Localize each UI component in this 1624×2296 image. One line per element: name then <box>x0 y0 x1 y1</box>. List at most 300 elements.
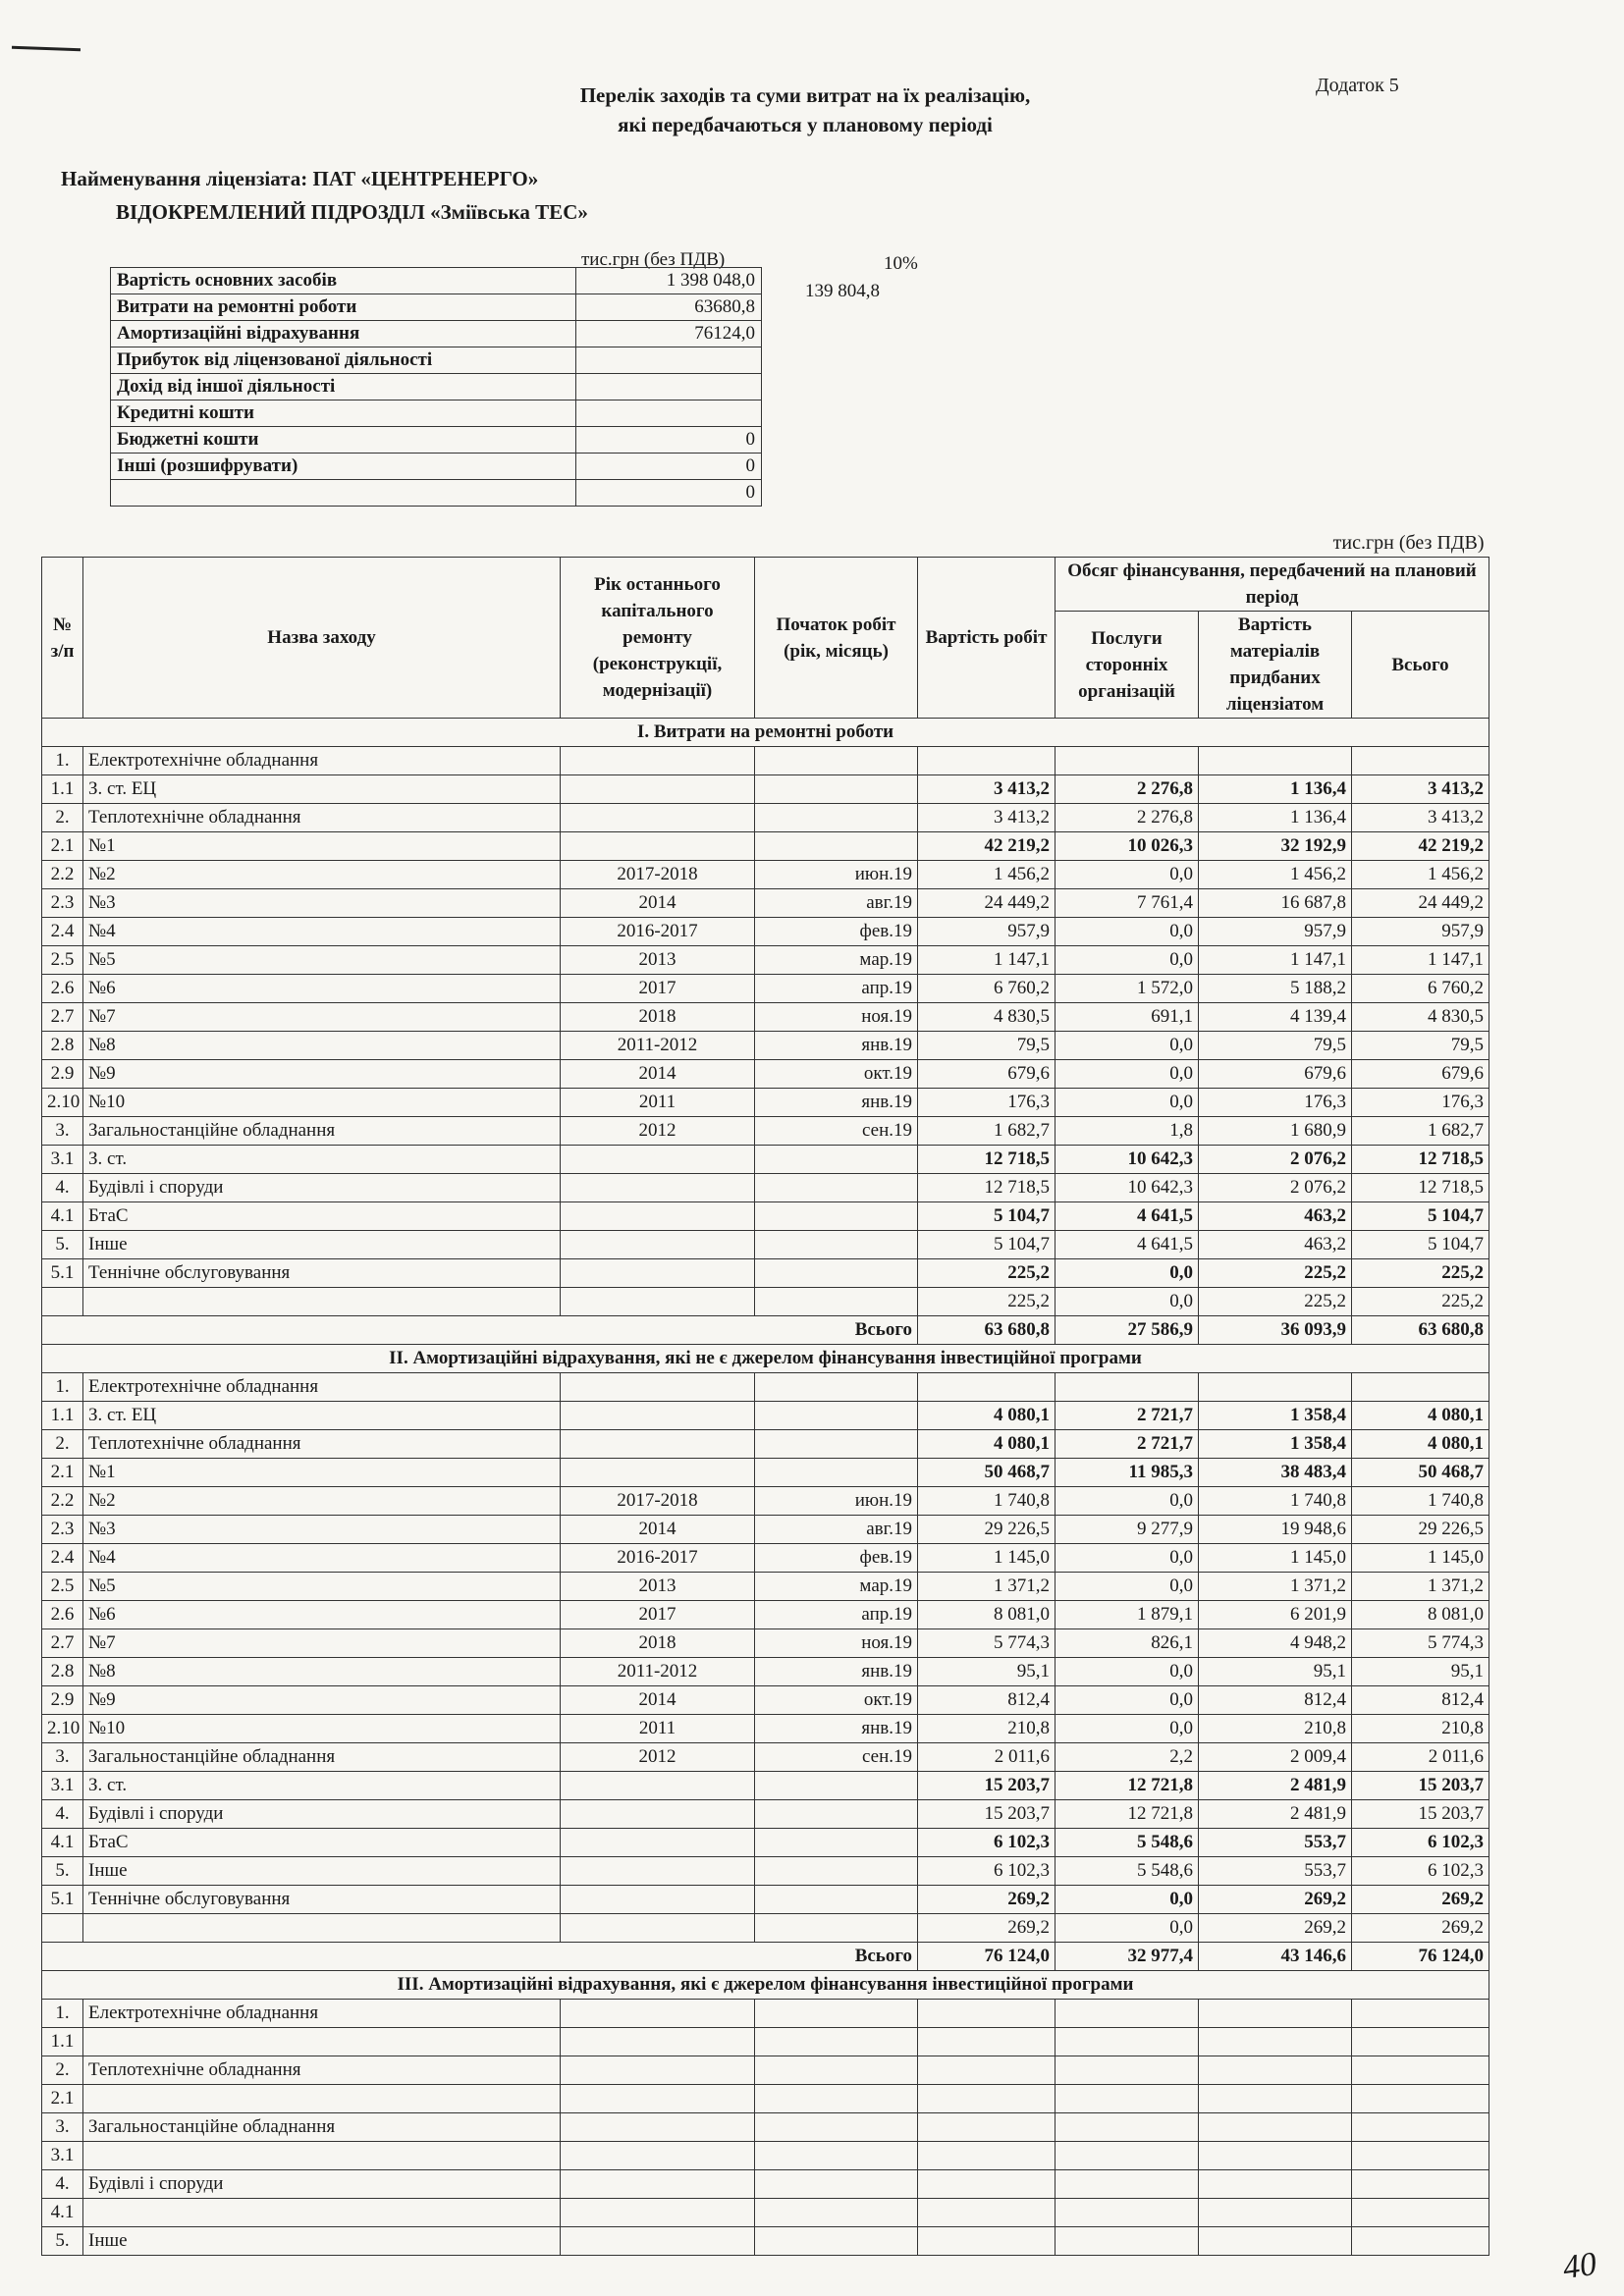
measure-name: №5 <box>83 946 561 975</box>
repair-year: 2016-2017 <box>561 918 755 946</box>
section-title: III. Амортизаційні відрахування, які є джерелом фінансування інвестиційної програми <box>42 1971 1489 2000</box>
row-number: 1. <box>42 1373 83 1402</box>
repair-year: 2014 <box>561 1516 755 1544</box>
measure-name: Теплотехнічне обладнання <box>83 804 561 832</box>
repair-year <box>561 1800 755 1829</box>
row-number: 3. <box>42 2113 83 2142</box>
services-cost: 0,0 <box>1056 1544 1199 1573</box>
materials-cost <box>1199 2085 1352 2113</box>
repair-year <box>561 1174 755 1202</box>
row-number: 2.10 <box>42 1715 83 1743</box>
repair-year: 2013 <box>561 946 755 975</box>
financing-label: Дохід від іншої діяльності <box>111 374 576 400</box>
total-label: Всього <box>42 1943 918 1971</box>
measure-name: Теннічне обслуговування <box>83 1886 561 1914</box>
measure-name: Теплотехнічне обладнання <box>83 2056 561 2085</box>
materials-cost <box>1199 2227 1352 2256</box>
start-date <box>755 1829 918 1857</box>
measure-name: БтаС <box>83 1829 561 1857</box>
services-cost: 1 572,0 <box>1056 975 1199 1003</box>
materials-cost: 1 147,1 <box>1199 946 1352 975</box>
materials-cost: 269,2 <box>1199 1914 1352 1943</box>
header-start: Початок робіт (рік, місяць) <box>755 558 918 719</box>
table-row <box>42 2113 1489 2142</box>
total-cost: 2 011,6 <box>1352 1743 1489 1772</box>
materials-cost: 2 481,9 <box>1199 1800 1352 1829</box>
repair-year <box>561 1914 755 1943</box>
table-row <box>42 1772 1489 1800</box>
materials-cost: 1 358,4 <box>1199 1430 1352 1459</box>
start-date: апр.19 <box>755 975 918 1003</box>
table-row <box>42 1402 1489 1430</box>
services-cost <box>1056 2142 1199 2170</box>
services-cost <box>1056 2170 1199 2199</box>
financing-row <box>111 347 762 374</box>
measures-table <box>41 530 1489 2256</box>
total-cost: 5 104,7 <box>1352 1231 1489 1259</box>
work-cost <box>918 1373 1056 1402</box>
table-row <box>42 2056 1489 2085</box>
materials-cost: 95,1 <box>1199 1658 1352 1686</box>
row-number: 5.1 <box>42 1886 83 1914</box>
measure-name: №4 <box>83 1544 561 1573</box>
measure-name: Теннічне обслуговування <box>83 1259 561 1288</box>
services-cost: 1 879,1 <box>1056 1601 1199 1629</box>
repair-year <box>561 1373 755 1402</box>
work-cost: 79,5 <box>918 1032 1056 1060</box>
financing-value <box>576 400 762 427</box>
total-cost <box>1352 2199 1489 2227</box>
work-cost: 95,1 <box>918 1658 1056 1686</box>
total-work-cost: 76 124,0 <box>918 1943 1056 1971</box>
materials-cost <box>1199 747 1352 775</box>
total-materials-cost: 43 146,6 <box>1199 1943 1352 1971</box>
services-cost: 10 642,3 <box>1056 1146 1199 1174</box>
total-cost <box>1352 2085 1489 2113</box>
materials-cost: 1 456,2 <box>1199 861 1352 889</box>
materials-cost: 463,2 <box>1199 1231 1352 1259</box>
work-cost: 4 080,1 <box>918 1402 1056 1430</box>
appendix-label: Додаток 5 <box>1316 75 1399 96</box>
table-row <box>42 1573 1489 1601</box>
measure-name: Загальностанційне обладнання <box>83 1117 561 1146</box>
materials-cost <box>1199 2028 1352 2056</box>
table-row <box>42 1601 1489 1629</box>
repair-year: 2017-2018 <box>561 861 755 889</box>
start-date <box>755 1231 918 1259</box>
financing-label: Амортизаційні відрахування <box>111 321 576 347</box>
work-cost: 679,6 <box>918 1060 1056 1089</box>
financing-value: 0 <box>576 454 762 480</box>
repair-year <box>561 2085 755 2113</box>
work-cost: 812,4 <box>918 1686 1056 1715</box>
row-number: 2.3 <box>42 889 83 918</box>
total-cost <box>1352 747 1489 775</box>
materials-cost: 38 483,4 <box>1199 1459 1352 1487</box>
row-number: 2.9 <box>42 1060 83 1089</box>
measure-name <box>83 1288 561 1316</box>
row-number: 2.4 <box>42 918 83 946</box>
division-name: ВІДОКРЕМЛЕНИЙ ПІДРОЗДІЛ «Зміївська ТЕС» <box>116 200 588 224</box>
work-cost: 42 219,2 <box>918 832 1056 861</box>
repair-year <box>561 2056 755 2085</box>
total-cost: 1 147,1 <box>1352 946 1489 975</box>
total-cost: 24 449,2 <box>1352 889 1489 918</box>
row-number: 2.10 <box>42 1089 83 1117</box>
measure-name: Теплотехнічне обладнання <box>83 1430 561 1459</box>
materials-cost: 32 192,9 <box>1199 832 1352 861</box>
repair-year <box>561 1829 755 1857</box>
table-row <box>42 1487 1489 1516</box>
measure-name: Електротехнічне обладнання <box>83 747 561 775</box>
services-cost <box>1056 2085 1199 2113</box>
financing-label: Кредитні кошти <box>111 400 576 427</box>
start-date <box>755 1288 918 1316</box>
materials-cost: 1 136,4 <box>1199 804 1352 832</box>
work-cost: 6 102,3 <box>918 1857 1056 1886</box>
page-title <box>412 80 1198 139</box>
table-row <box>42 1886 1489 1914</box>
total-cost: 269,2 <box>1352 1886 1489 1914</box>
measure-name <box>83 2085 561 2113</box>
measure-name: Інше <box>83 1231 561 1259</box>
total-cost: 269,2 <box>1352 1914 1489 1943</box>
materials-cost <box>1199 2170 1352 2199</box>
start-date <box>755 2113 918 2142</box>
measure-name: Інше <box>83 1857 561 1886</box>
services-cost: 2,2 <box>1056 1743 1199 1772</box>
start-date: янв.19 <box>755 1089 918 1117</box>
financing-row <box>111 374 762 400</box>
work-cost: 6 102,3 <box>918 1829 1056 1857</box>
row-number: 2.3 <box>42 1516 83 1544</box>
financing-label: Вартість основних засобів <box>111 268 576 294</box>
repair-year <box>561 747 755 775</box>
work-cost <box>918 2113 1056 2142</box>
materials-cost: 957,9 <box>1199 918 1352 946</box>
services-cost <box>1056 2056 1199 2085</box>
total-cost: 812,4 <box>1352 1686 1489 1715</box>
materials-cost <box>1199 2142 1352 2170</box>
total-cost: 1 145,0 <box>1352 1544 1489 1573</box>
work-cost: 15 203,7 <box>918 1772 1056 1800</box>
row-number: 2.1 <box>42 2085 83 2113</box>
measure-name: №9 <box>83 1686 561 1715</box>
financing-label: Бюджетні кошти <box>111 427 576 454</box>
materials-cost: 553,7 <box>1199 1857 1352 1886</box>
table-row <box>42 918 1489 946</box>
row-number: 2.4 <box>42 1544 83 1573</box>
total-cost: 12 718,5 <box>1352 1174 1489 1202</box>
services-cost <box>1056 2113 1199 2142</box>
table-row <box>42 2227 1489 2256</box>
repair-year: 2011 <box>561 1089 755 1117</box>
total-row <box>42 1943 1489 1971</box>
row-number: 3.1 <box>42 1772 83 1800</box>
repair-year: 2018 <box>561 1003 755 1032</box>
materials-cost: 1 371,2 <box>1199 1573 1352 1601</box>
section-header-row <box>42 1971 1489 2000</box>
licensee-name: Найменування ліцензіата: ПАТ «ЦЕНТРЕНЕРГО» <box>61 167 539 190</box>
services-cost: 0,0 <box>1056 1487 1199 1516</box>
repair-year: 2012 <box>561 1117 755 1146</box>
page-number: 40 <box>1560 2245 1599 2287</box>
measure-name: №6 <box>83 1601 561 1629</box>
measure-name: №4 <box>83 918 561 946</box>
work-cost: 1 147,1 <box>918 946 1056 975</box>
work-cost <box>918 2199 1056 2227</box>
financing-row <box>111 294 762 321</box>
table-row <box>42 1829 1489 1857</box>
measure-name: Будівлі і споруди <box>83 1800 561 1829</box>
materials-cost: 463,2 <box>1199 1202 1352 1231</box>
work-cost: 1 682,7 <box>918 1117 1056 1146</box>
table-row <box>42 889 1489 918</box>
start-date <box>755 1373 918 1402</box>
materials-cost: 679,6 <box>1199 1060 1352 1089</box>
table-row <box>42 1658 1489 1686</box>
services-cost: 4 641,5 <box>1056 1202 1199 1231</box>
services-cost <box>1056 1373 1199 1402</box>
repair-year: 2017 <box>561 975 755 1003</box>
repair-year <box>561 832 755 861</box>
table-row <box>42 2170 1489 2199</box>
total-cost: 12 718,5 <box>1352 1146 1489 1174</box>
table-row <box>42 1743 1489 1772</box>
repair-year <box>561 1857 755 1886</box>
materials-cost: 812,4 <box>1199 1686 1352 1715</box>
measure-name: №2 <box>83 1487 561 1516</box>
measure-name: Загальностанційне обладнання <box>83 1743 561 1772</box>
work-cost: 1 371,2 <box>918 1573 1056 1601</box>
table-row <box>42 1231 1489 1259</box>
row-number: 2.1 <box>42 1459 83 1487</box>
measure-name: З. ст. ЕЦ <box>83 1402 561 1430</box>
row-number: 2.5 <box>42 1573 83 1601</box>
start-date <box>755 1914 918 1943</box>
total-cost <box>1352 2170 1489 2199</box>
work-cost: 6 760,2 <box>918 975 1056 1003</box>
start-date <box>755 1430 918 1459</box>
total-cost: 3 413,2 <box>1352 775 1489 804</box>
header-funding: Обсяг фінансування, передбачений на плановий період <box>1056 558 1489 612</box>
row-number: 2.9 <box>42 1686 83 1715</box>
start-date <box>755 1202 918 1231</box>
measure-name: Загальностанційне обладнання <box>83 2113 561 2142</box>
table-row <box>42 1459 1489 1487</box>
work-cost: 1 456,2 <box>918 861 1056 889</box>
services-cost: 12 721,8 <box>1056 1800 1199 1829</box>
repair-year <box>561 775 755 804</box>
repair-year: 2012 <box>561 1743 755 1772</box>
materials-cost: 16 687,8 <box>1199 889 1352 918</box>
table-row <box>42 1373 1489 1402</box>
measure-name <box>83 2028 561 2056</box>
table-row <box>42 1288 1489 1316</box>
total-cost: 225,2 <box>1352 1259 1489 1288</box>
start-date <box>755 1857 918 1886</box>
start-date: июн.19 <box>755 861 918 889</box>
start-date <box>755 1402 918 1430</box>
row-number: 2.6 <box>42 1601 83 1629</box>
header-name: Назва заходу <box>83 558 561 719</box>
repair-year <box>561 1146 755 1174</box>
repair-year: 2017-2018 <box>561 1487 755 1516</box>
work-cost: 957,9 <box>918 918 1056 946</box>
start-date <box>755 2028 918 2056</box>
start-date: фев.19 <box>755 1544 918 1573</box>
start-date <box>755 2142 918 2170</box>
table-row <box>42 2199 1489 2227</box>
services-cost <box>1056 2028 1199 2056</box>
header-materials: Вартість матеріалів придбаних ліцензіатом <box>1199 612 1352 719</box>
work-cost: 5 104,7 <box>918 1231 1056 1259</box>
work-cost: 4 080,1 <box>918 1430 1056 1459</box>
start-date: мар.19 <box>755 1573 918 1601</box>
work-cost: 225,2 <box>918 1259 1056 1288</box>
work-cost <box>918 2227 1056 2256</box>
total-cost: 63 680,8 <box>1352 1316 1489 1345</box>
services-cost: 0,0 <box>1056 1259 1199 1288</box>
materials-cost: 1 358,4 <box>1199 1402 1352 1430</box>
services-cost: 1,8 <box>1056 1117 1199 1146</box>
row-number: 3.1 <box>42 2142 83 2170</box>
total-cost <box>1352 2056 1489 2085</box>
row-number: 4.1 <box>42 2199 83 2227</box>
financing-row <box>111 480 762 507</box>
measure-name: З. ст. ЕЦ <box>83 775 561 804</box>
services-cost: 9 277,9 <box>1056 1516 1199 1544</box>
table-row <box>42 1857 1489 1886</box>
total-cost: 1 682,7 <box>1352 1117 1489 1146</box>
work-cost: 24 449,2 <box>918 889 1056 918</box>
measure-name <box>83 1914 561 1943</box>
work-cost: 225,2 <box>918 1288 1056 1316</box>
table-row <box>42 1800 1489 1829</box>
materials-cost: 6 201,9 <box>1199 1601 1352 1629</box>
start-date <box>755 2056 918 2085</box>
repair-year <box>561 804 755 832</box>
measure-name: №6 <box>83 975 561 1003</box>
total-cost: 679,6 <box>1352 1060 1489 1089</box>
measure-name: №1 <box>83 1459 561 1487</box>
table-row <box>42 1629 1489 1658</box>
work-cost: 1 740,8 <box>918 1487 1056 1516</box>
services-cost: 5 548,6 <box>1056 1857 1199 1886</box>
table-row <box>42 804 1489 832</box>
table-row <box>42 747 1489 775</box>
total-cost: 50 468,7 <box>1352 1459 1489 1487</box>
financing-label: Витрати на ремонтні роботи <box>111 294 576 321</box>
materials-cost <box>1199 2000 1352 2028</box>
services-cost <box>1056 2000 1199 2028</box>
row-number: 4.1 <box>42 1829 83 1857</box>
materials-cost: 5 188,2 <box>1199 975 1352 1003</box>
measure-name: №5 <box>83 1573 561 1601</box>
row-number: 2. <box>42 2056 83 2085</box>
total-cost: 8 081,0 <box>1352 1601 1489 1629</box>
total-cost: 5 774,3 <box>1352 1629 1489 1658</box>
repair-year <box>561 1231 755 1259</box>
total-cost: 5 104,7 <box>1352 1202 1489 1231</box>
services-cost: 12 721,8 <box>1056 1772 1199 1800</box>
work-cost: 12 718,5 <box>918 1174 1056 1202</box>
measure-name: №8 <box>83 1032 561 1060</box>
services-cost: 0,0 <box>1056 1914 1199 1943</box>
services-cost: 826,1 <box>1056 1629 1199 1658</box>
services-cost <box>1056 2199 1199 2227</box>
start-date: янв.19 <box>755 1658 918 1686</box>
financing-label: Прибуток від ліцензованої діяльності <box>111 347 576 374</box>
row-number: 5. <box>42 2227 83 2256</box>
row-number: 4.1 <box>42 1202 83 1231</box>
table-row <box>42 1430 1489 1459</box>
start-date: ноя.19 <box>755 1629 918 1658</box>
total-cost: 95,1 <box>1352 1658 1489 1686</box>
total-cost: 29 226,5 <box>1352 1516 1489 1544</box>
table-row <box>42 1003 1489 1032</box>
measure-name: Будівлі і споруди <box>83 2170 561 2199</box>
total-cost: 42 219,2 <box>1352 832 1489 861</box>
start-date <box>755 1459 918 1487</box>
services-cost: 2 276,8 <box>1056 775 1199 804</box>
repair-year <box>561 1288 755 1316</box>
total-cost: 4 830,5 <box>1352 1003 1489 1032</box>
services-cost: 0,0 <box>1056 1886 1199 1914</box>
work-cost: 29 226,5 <box>918 1516 1056 1544</box>
total-cost: 4 080,1 <box>1352 1402 1489 1430</box>
total-cost: 210,8 <box>1352 1715 1489 1743</box>
section-title: I. Витрати на ремонтні роботи <box>42 719 1489 747</box>
measure-name: Електротехнічне обладнання <box>83 1373 561 1402</box>
total-cost <box>1352 1373 1489 1402</box>
table-row <box>42 1146 1489 1174</box>
total-cost <box>1352 2028 1489 2056</box>
work-cost: 269,2 <box>918 1886 1056 1914</box>
start-date: июн.19 <box>755 1487 918 1516</box>
measure-name: Електротехнічне обладнання <box>83 2000 561 2028</box>
materials-cost: 79,5 <box>1199 1032 1352 1060</box>
work-cost: 1 145,0 <box>918 1544 1056 1573</box>
work-cost: 210,8 <box>918 1715 1056 1743</box>
table-row <box>42 946 1489 975</box>
repair-year: 2017 <box>561 1601 755 1629</box>
row-number: 2.5 <box>42 946 83 975</box>
repair-year: 2013 <box>561 1573 755 1601</box>
services-cost: 10 642,3 <box>1056 1174 1199 1202</box>
scan-corner-mark <box>12 46 81 51</box>
repair-year <box>561 1886 755 1914</box>
repair-year <box>561 2170 755 2199</box>
repair-year <box>561 2199 755 2227</box>
financing-value <box>576 374 762 400</box>
total-cost: 6 102,3 <box>1352 1857 1489 1886</box>
table-row <box>42 2085 1489 2113</box>
table-row <box>42 1117 1489 1146</box>
table-row <box>42 1544 1489 1573</box>
total-cost: 6 760,2 <box>1352 975 1489 1003</box>
materials-cost: 2 076,2 <box>1199 1174 1352 1202</box>
services-cost: 0,0 <box>1056 1686 1199 1715</box>
row-number <box>42 1288 83 1316</box>
services-cost: 2 721,7 <box>1056 1430 1199 1459</box>
financing-row <box>111 321 762 347</box>
measure-name: №3 <box>83 1516 561 1544</box>
services-cost: 4 641,5 <box>1056 1231 1199 1259</box>
row-number <box>42 1914 83 1943</box>
start-date <box>755 1146 918 1174</box>
row-number: 1. <box>42 2000 83 2028</box>
